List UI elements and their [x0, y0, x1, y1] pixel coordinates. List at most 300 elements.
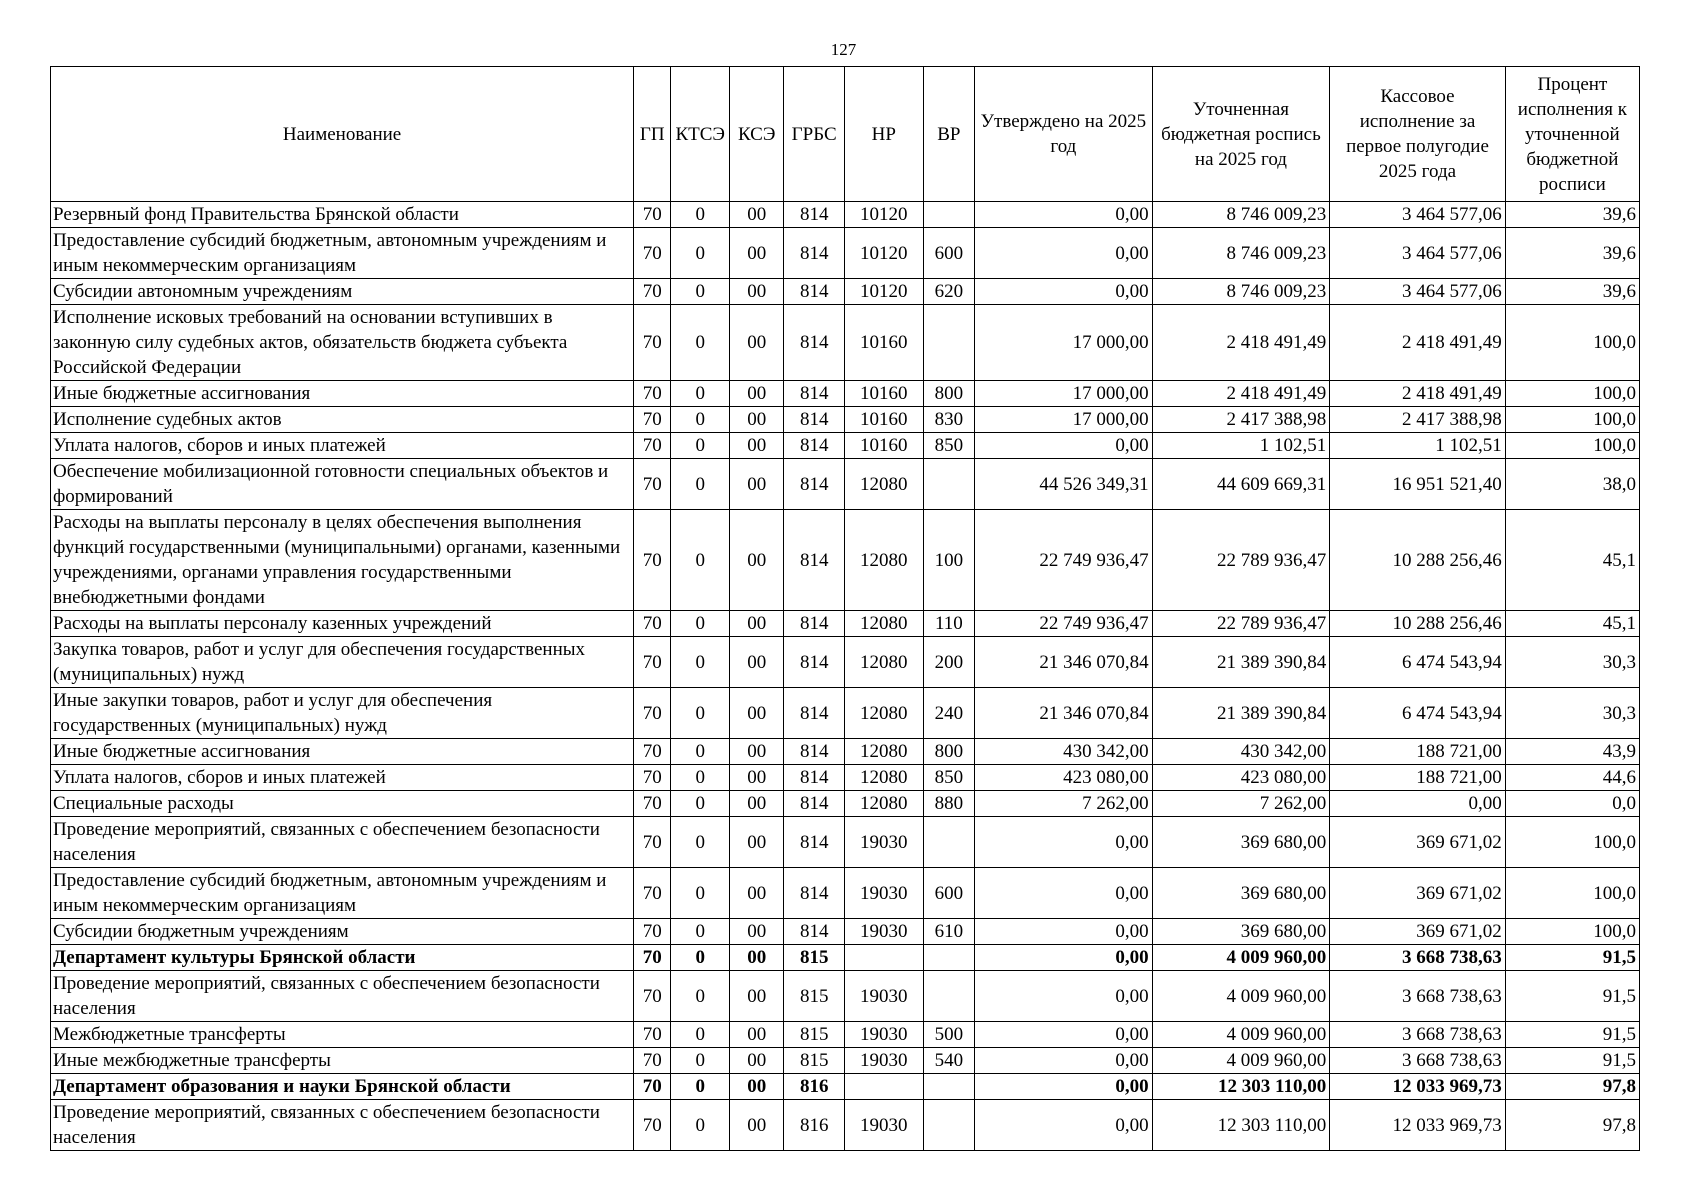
cell-grbs: 814	[784, 688, 845, 739]
cell-revised: 2 418 491,49	[1152, 381, 1330, 407]
cell-ktse: 0	[671, 1022, 730, 1048]
cell-nr: 19030	[844, 1100, 923, 1151]
table-row	[51, 305, 1640, 381]
cell-gp: 70	[634, 510, 671, 611]
header-gp: ГП	[634, 67, 671, 202]
cell-ktse: 0	[671, 919, 730, 945]
cell-executed: 6 474 543,94	[1330, 688, 1506, 739]
cell-nr: 19030	[844, 919, 923, 945]
cell-executed: 3 668 738,63	[1330, 945, 1506, 971]
cell-grbs: 814	[784, 611, 845, 637]
cell-grbs: 814	[784, 868, 845, 919]
budget-table	[50, 66, 1640, 1151]
cell-grbs: 814	[784, 279, 845, 305]
cell-nr	[844, 945, 923, 971]
cell-gp: 70	[634, 765, 671, 791]
cell-revised: 369 680,00	[1152, 919, 1330, 945]
cell-revised: 12 303 110,00	[1152, 1074, 1330, 1100]
cell-vr	[923, 817, 974, 868]
cell-percent: 30,3	[1505, 688, 1639, 739]
cell-ktse: 0	[671, 611, 730, 637]
cell-percent: 97,8	[1505, 1074, 1639, 1100]
cell-gp: 70	[634, 407, 671, 433]
cell-gp: 70	[634, 688, 671, 739]
cell-gp: 70	[634, 279, 671, 305]
cell-ktse: 0	[671, 739, 730, 765]
cell-gp: 70	[634, 202, 671, 228]
cell-revised: 430 342,00	[1152, 739, 1330, 765]
cell-executed: 6 474 543,94	[1330, 637, 1506, 688]
cell-gp: 70	[634, 971, 671, 1022]
cell-vr	[923, 971, 974, 1022]
cell-executed: 10 288 256,46	[1330, 510, 1506, 611]
cell-vr: 800	[923, 739, 974, 765]
cell-ktse: 0	[671, 817, 730, 868]
cell-approved: 44 526 349,31	[975, 459, 1153, 510]
cell-ktse: 0	[671, 381, 730, 407]
cell-gp: 70	[634, 817, 671, 868]
cell-revised: 12 303 110,00	[1152, 1100, 1330, 1151]
table-row	[51, 510, 1640, 611]
cell-vr: 110	[923, 611, 974, 637]
table-row	[51, 381, 1640, 407]
cell-name: Субсидии бюджетным учреждениям	[51, 919, 634, 945]
cell-gp: 70	[634, 433, 671, 459]
table-row	[51, 433, 1640, 459]
cell-percent: 100,0	[1505, 817, 1639, 868]
cell-vr: 100	[923, 510, 974, 611]
cell-gp: 70	[634, 791, 671, 817]
cell-kse: 00	[729, 433, 783, 459]
cell-nr: 12080	[844, 510, 923, 611]
cell-name: Иные бюджетные ассигнования	[51, 381, 634, 407]
cell-ktse: 0	[671, 305, 730, 381]
cell-approved: 0,00	[975, 202, 1153, 228]
cell-grbs: 814	[784, 228, 845, 279]
cell-ktse: 0	[671, 868, 730, 919]
cell-approved: 22 749 936,47	[975, 611, 1153, 637]
cell-executed: 16 951 521,40	[1330, 459, 1506, 510]
cell-name: Исполнение исковых требований на основании вступивших в законную силу судебных актов, обязательств бюджета субъекта Российской Федерации	[51, 305, 634, 381]
cell-kse: 00	[729, 1022, 783, 1048]
cell-approved: 21 346 070,84	[975, 688, 1153, 739]
cell-gp: 70	[634, 228, 671, 279]
cell-nr: 19030	[844, 868, 923, 919]
cell-revised: 8 746 009,23	[1152, 279, 1330, 305]
cell-grbs: 814	[784, 817, 845, 868]
cell-gp: 70	[634, 1048, 671, 1074]
cell-approved: 21 346 070,84	[975, 637, 1153, 688]
cell-gp: 70	[634, 1074, 671, 1100]
cell-percent: 43,9	[1505, 739, 1639, 765]
cell-revised: 369 680,00	[1152, 868, 1330, 919]
cell-executed: 369 671,02	[1330, 868, 1506, 919]
cell-vr: 800	[923, 381, 974, 407]
table-row	[51, 228, 1640, 279]
cell-approved: 0,00	[975, 1074, 1153, 1100]
cell-vr: 620	[923, 279, 974, 305]
cell-revised: 44 609 669,31	[1152, 459, 1330, 510]
cell-approved: 0,00	[975, 279, 1153, 305]
cell-gp: 70	[634, 637, 671, 688]
cell-kse: 00	[729, 202, 783, 228]
cell-vr	[923, 202, 974, 228]
header-approved: Утверждено на 2025 год	[975, 67, 1153, 202]
cell-percent: 100,0	[1505, 407, 1639, 433]
cell-nr: 12080	[844, 459, 923, 510]
cell-approved: 22 749 936,47	[975, 510, 1153, 611]
cell-revised: 369 680,00	[1152, 817, 1330, 868]
page-number: 127	[830, 40, 857, 59]
cell-percent: 38,0	[1505, 459, 1639, 510]
cell-grbs: 816	[784, 1100, 845, 1151]
cell-executed: 2 417 388,98	[1330, 407, 1506, 433]
cell-name: Предоставление субсидий бюджетным, автономным учреждениям и иным некоммерческим организациям	[51, 868, 634, 919]
cell-percent: 100,0	[1505, 305, 1639, 381]
cell-ktse: 0	[671, 945, 730, 971]
cell-vr: 600	[923, 228, 974, 279]
cell-approved: 423 080,00	[975, 765, 1153, 791]
cell-percent: 91,5	[1505, 1048, 1639, 1074]
cell-percent: 100,0	[1505, 381, 1639, 407]
cell-grbs: 814	[784, 919, 845, 945]
cell-kse: 00	[729, 817, 783, 868]
table-row	[51, 1100, 1640, 1151]
header-revised: Уточненная бюджетная роспись на 2025 год	[1152, 67, 1330, 202]
cell-executed: 3 464 577,06	[1330, 202, 1506, 228]
cell-kse: 00	[729, 637, 783, 688]
cell-revised: 4 009 960,00	[1152, 971, 1330, 1022]
cell-name: Специальные расходы	[51, 791, 634, 817]
cell-gp: 70	[634, 611, 671, 637]
cell-kse: 00	[729, 1100, 783, 1151]
cell-vr: 850	[923, 765, 974, 791]
cell-grbs: 814	[784, 791, 845, 817]
cell-gp: 70	[634, 305, 671, 381]
table-row	[51, 1048, 1640, 1074]
cell-kse: 00	[729, 688, 783, 739]
cell-kse: 00	[729, 765, 783, 791]
cell-vr: 200	[923, 637, 974, 688]
cell-name: Предоставление субсидий бюджетным, автономным учреждениям и иным некоммерческим организациям	[51, 228, 634, 279]
cell-executed: 3 668 738,63	[1330, 1022, 1506, 1048]
cell-ktse: 0	[671, 510, 730, 611]
cell-approved: 0,00	[975, 971, 1153, 1022]
cell-nr: 10160	[844, 433, 923, 459]
header-grbs: ГРБС	[784, 67, 845, 202]
table-row	[51, 971, 1640, 1022]
cell-vr	[923, 459, 974, 510]
header-kse: КСЭ	[729, 67, 783, 202]
cell-executed: 0,00	[1330, 791, 1506, 817]
cell-kse: 00	[729, 228, 783, 279]
cell-revised: 423 080,00	[1152, 765, 1330, 791]
cell-nr: 10160	[844, 381, 923, 407]
cell-approved: 0,00	[975, 945, 1153, 971]
cell-vr: 500	[923, 1022, 974, 1048]
cell-nr: 19030	[844, 971, 923, 1022]
header-nr: НР	[844, 67, 923, 202]
cell-percent: 45,1	[1505, 611, 1639, 637]
cell-revised: 4 009 960,00	[1152, 1022, 1330, 1048]
cell-vr: 830	[923, 407, 974, 433]
cell-ktse: 0	[671, 637, 730, 688]
cell-vr: 540	[923, 1048, 974, 1074]
cell-grbs: 814	[784, 765, 845, 791]
cell-name: Иные бюджетные ассигнования	[51, 739, 634, 765]
cell-ktse: 0	[671, 228, 730, 279]
cell-gp: 70	[634, 919, 671, 945]
cell-ktse: 0	[671, 202, 730, 228]
cell-kse: 00	[729, 919, 783, 945]
cell-percent: 39,6	[1505, 228, 1639, 279]
cell-percent: 91,5	[1505, 1022, 1639, 1048]
cell-ktse: 0	[671, 971, 730, 1022]
cell-kse: 00	[729, 971, 783, 1022]
cell-revised: 2 418 491,49	[1152, 305, 1330, 381]
header-percent: Процент исполнения к уточненной бюджетной росписи	[1505, 67, 1639, 202]
cell-grbs: 814	[784, 739, 845, 765]
cell-ktse: 0	[671, 1048, 730, 1074]
cell-revised: 4 009 960,00	[1152, 945, 1330, 971]
cell-vr	[923, 945, 974, 971]
table-row	[51, 1074, 1640, 1100]
cell-percent: 39,6	[1505, 202, 1639, 228]
header-row	[51, 67, 1640, 202]
cell-gp: 70	[634, 868, 671, 919]
table-row	[51, 637, 1640, 688]
cell-percent: 0,0	[1505, 791, 1639, 817]
cell-executed: 3 464 577,06	[1330, 279, 1506, 305]
cell-kse: 00	[729, 279, 783, 305]
cell-approved: 7 262,00	[975, 791, 1153, 817]
cell-revised: 7 262,00	[1152, 791, 1330, 817]
cell-name: Департамент образования и науки Брянской области	[51, 1074, 634, 1100]
table-row	[51, 868, 1640, 919]
cell-name: Проведение мероприятий, связанных с обеспечением безопасности населения	[51, 1100, 634, 1151]
cell-kse: 00	[729, 791, 783, 817]
cell-executed: 10 288 256,46	[1330, 611, 1506, 637]
cell-grbs: 815	[784, 1022, 845, 1048]
cell-revised: 22 789 936,47	[1152, 510, 1330, 611]
cell-gp: 70	[634, 1100, 671, 1151]
cell-nr: 12080	[844, 765, 923, 791]
cell-grbs: 814	[784, 381, 845, 407]
cell-executed: 1 102,51	[1330, 433, 1506, 459]
cell-nr: 10120	[844, 228, 923, 279]
cell-grbs: 815	[784, 971, 845, 1022]
cell-name: Межбюджетные трансферты	[51, 1022, 634, 1048]
cell-kse: 00	[729, 739, 783, 765]
header-vr: ВР	[923, 67, 974, 202]
cell-kse: 00	[729, 305, 783, 381]
cell-nr: 10120	[844, 279, 923, 305]
cell-ktse: 0	[671, 1074, 730, 1100]
cell-ktse: 0	[671, 765, 730, 791]
cell-ktse: 0	[671, 1100, 730, 1151]
cell-percent: 91,5	[1505, 971, 1639, 1022]
cell-vr: 610	[923, 919, 974, 945]
cell-vr	[923, 1074, 974, 1100]
table-row	[51, 945, 1640, 971]
cell-approved: 0,00	[975, 1100, 1153, 1151]
cell-kse: 00	[729, 868, 783, 919]
cell-grbs: 815	[784, 1048, 845, 1074]
cell-approved: 430 342,00	[975, 739, 1153, 765]
cell-gp: 70	[634, 381, 671, 407]
cell-revised: 21 389 390,84	[1152, 688, 1330, 739]
cell-vr	[923, 305, 974, 381]
cell-gp: 70	[634, 1022, 671, 1048]
cell-revised: 21 389 390,84	[1152, 637, 1330, 688]
cell-executed: 369 671,02	[1330, 919, 1506, 945]
cell-executed: 12 033 969,73	[1330, 1100, 1506, 1151]
cell-vr: 850	[923, 433, 974, 459]
cell-nr: 12080	[844, 688, 923, 739]
table-row	[51, 739, 1640, 765]
cell-grbs: 816	[784, 1074, 845, 1100]
table-row	[51, 279, 1640, 305]
cell-grbs: 815	[784, 945, 845, 971]
cell-executed: 2 418 491,49	[1330, 381, 1506, 407]
table-row	[51, 407, 1640, 433]
cell-name: Обеспечение мобилизационной готовности специальных объектов и формирований	[51, 459, 634, 510]
cell-name: Уплата налогов, сборов и иных платежей	[51, 433, 634, 459]
cell-percent: 91,5	[1505, 945, 1639, 971]
cell-name: Уплата налогов, сборов и иных платежей	[51, 765, 634, 791]
cell-vr: 880	[923, 791, 974, 817]
cell-revised: 8 746 009,23	[1152, 228, 1330, 279]
cell-executed: 2 418 491,49	[1330, 305, 1506, 381]
cell-approved: 0,00	[975, 228, 1153, 279]
table-body	[51, 202, 1640, 1151]
cell-percent: 100,0	[1505, 919, 1639, 945]
table-row	[51, 611, 1640, 637]
cell-percent: 44,6	[1505, 765, 1639, 791]
cell-approved: 0,00	[975, 433, 1153, 459]
cell-name: Иные закупки товаров, работ и услуг для обеспечения государственных (муниципальных) нужд	[51, 688, 634, 739]
cell-ktse: 0	[671, 407, 730, 433]
cell-kse: 00	[729, 459, 783, 510]
cell-grbs: 814	[784, 202, 845, 228]
cell-percent: 39,6	[1505, 279, 1639, 305]
header-name: Наименование	[51, 67, 634, 202]
cell-grbs: 814	[784, 637, 845, 688]
cell-kse: 00	[729, 407, 783, 433]
cell-grbs: 814	[784, 305, 845, 381]
cell-executed: 3 464 577,06	[1330, 228, 1506, 279]
cell-ktse: 0	[671, 433, 730, 459]
cell-nr: 12080	[844, 791, 923, 817]
cell-approved: 0,00	[975, 817, 1153, 868]
cell-revised: 8 746 009,23	[1152, 202, 1330, 228]
cell-nr: 12080	[844, 637, 923, 688]
cell-name: Закупка товаров, работ и услуг для обеспечения государственных (муниципальных) нужд	[51, 637, 634, 688]
cell-executed: 3 668 738,63	[1330, 1048, 1506, 1074]
table-row	[51, 817, 1640, 868]
table-row	[51, 459, 1640, 510]
cell-executed: 3 668 738,63	[1330, 971, 1506, 1022]
table-row	[51, 919, 1640, 945]
cell-approved: 0,00	[975, 1048, 1153, 1074]
cell-approved: 0,00	[975, 1022, 1153, 1048]
cell-name: Расходы на выплаты персоналу казенных учреждений	[51, 611, 634, 637]
table-row	[51, 765, 1640, 791]
cell-revised: 1 102,51	[1152, 433, 1330, 459]
cell-percent: 45,1	[1505, 510, 1639, 611]
cell-kse: 00	[729, 945, 783, 971]
cell-percent: 100,0	[1505, 433, 1639, 459]
cell-kse: 00	[729, 1048, 783, 1074]
header-ktse: КТСЭ	[671, 67, 730, 202]
cell-kse: 00	[729, 510, 783, 611]
cell-nr: 10160	[844, 407, 923, 433]
cell-executed: 188 721,00	[1330, 739, 1506, 765]
cell-approved: 17 000,00	[975, 305, 1153, 381]
cell-ktse: 0	[671, 688, 730, 739]
cell-executed: 369 671,02	[1330, 817, 1506, 868]
cell-vr	[923, 1100, 974, 1151]
cell-executed: 188 721,00	[1330, 765, 1506, 791]
cell-vr: 240	[923, 688, 974, 739]
cell-name: Проведение мероприятий, связанных с обеспечением безопасности населения	[51, 971, 634, 1022]
cell-name: Проведение мероприятий, связанных с обеспечением безопасности населения	[51, 817, 634, 868]
cell-nr: 10160	[844, 305, 923, 381]
cell-grbs: 814	[784, 407, 845, 433]
cell-nr	[844, 1074, 923, 1100]
cell-kse: 00	[729, 381, 783, 407]
cell-revised: 22 789 936,47	[1152, 611, 1330, 637]
cell-vr: 600	[923, 868, 974, 919]
cell-ktse: 0	[671, 279, 730, 305]
cell-revised: 4 009 960,00	[1152, 1048, 1330, 1074]
cell-grbs: 814	[784, 510, 845, 611]
cell-executed: 12 033 969,73	[1330, 1074, 1506, 1100]
cell-name: Резервный фонд Правительства Брянской области	[51, 202, 634, 228]
table-row	[51, 1022, 1640, 1048]
cell-approved: 0,00	[975, 868, 1153, 919]
cell-kse: 00	[729, 1074, 783, 1100]
cell-gp: 70	[634, 459, 671, 510]
cell-name: Исполнение судебных актов	[51, 407, 634, 433]
cell-percent: 100,0	[1505, 868, 1639, 919]
cell-name: Иные межбюджетные трансферты	[51, 1048, 634, 1074]
cell-ktse: 0	[671, 791, 730, 817]
cell-approved: 17 000,00	[975, 407, 1153, 433]
cell-approved: 17 000,00	[975, 381, 1153, 407]
cell-nr: 12080	[844, 611, 923, 637]
cell-grbs: 814	[784, 433, 845, 459]
cell-grbs: 814	[784, 459, 845, 510]
table-row	[51, 202, 1640, 228]
cell-nr: 19030	[844, 1022, 923, 1048]
cell-kse: 00	[729, 611, 783, 637]
cell-revised: 2 417 388,98	[1152, 407, 1330, 433]
cell-gp: 70	[634, 739, 671, 765]
header-executed: Кассовое исполнение за первое полугодие 2025 года	[1330, 67, 1506, 202]
cell-nr: 19030	[844, 817, 923, 868]
cell-ktse: 0	[671, 459, 730, 510]
cell-name: Департамент культуры Брянской области	[51, 945, 634, 971]
cell-percent: 30,3	[1505, 637, 1639, 688]
table-row	[51, 688, 1640, 739]
table-row	[51, 791, 1640, 817]
cell-nr: 12080	[844, 739, 923, 765]
cell-percent: 97,8	[1505, 1100, 1639, 1151]
cell-name: Расходы на выплаты персоналу в целях обеспечения выполнения функций государственными (муниципальными) органами, казенными учреждениями, органами управления государственными внебюджетными фондами	[51, 510, 634, 611]
cell-nr: 19030	[844, 1048, 923, 1074]
cell-approved: 0,00	[975, 919, 1153, 945]
